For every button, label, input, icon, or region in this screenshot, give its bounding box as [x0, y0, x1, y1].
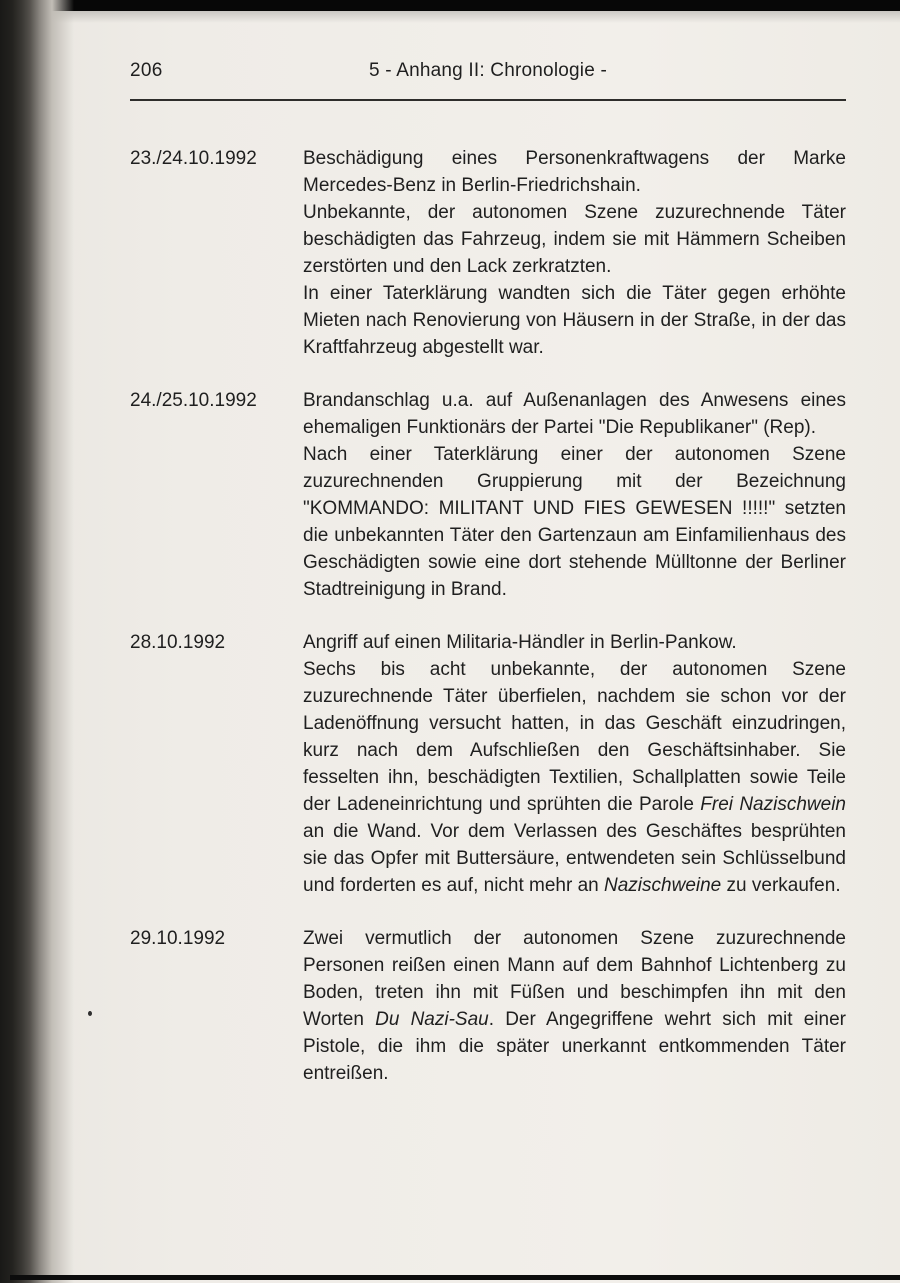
entry-date: 23./24.10.1992 [130, 148, 257, 169]
scan-bottom-edge [10, 1275, 900, 1280]
entry-body [303, 387, 846, 603]
italic-text-run: Du Nazi-Sau [375, 1009, 489, 1030]
text-run: Brandanschlag u.a. auf Außenanlagen des Anwesens eines ehemaligen Funktionärs der Partei "Die Republikaner" (Rep). [303, 390, 846, 438]
scan-top-shadow [0, 11, 900, 23]
entry-paragraph [303, 656, 846, 899]
scan-top-edge [0, 0, 900, 11]
entry-date: 24./25.10.1992 [130, 390, 257, 411]
book-binding-shadow [0, 0, 74, 1283]
text-run: Beschädigung eines Personenkraftwagens der Marke Mercedes-Benz in Berlin-Friedrichshain. [303, 148, 846, 196]
text-run: Sechs bis acht unbekannte, der autonomen Szene zuzurechnende Täter überfielen, nachdem sie schon vor der Ladenöffnung versucht hatten, in das Geschäft einzudringen, kurz nach dem Aufschließen den Geschäftsinhaber. Sie fesselten ihn, beschädigten Textilien, Schallplatten sowie Teile der Ladeneinrichtung und sprühten die Parole [303, 659, 846, 815]
italic-text-run: Nazischweine [604, 875, 722, 896]
entry-body [303, 925, 846, 1087]
entry-date: 28.10.1992 [130, 632, 226, 653]
text-run: zu verkaufen. [721, 875, 841, 896]
text-run: Unbekannte, der autonomen Szene zuzurechnende Täter beschädigten das Fahrzeug, indem sie mit Hämmern Scheiben zerstörten und den Lack zerkratzten. [303, 202, 846, 277]
entry-paragraph [303, 199, 846, 280]
entry-body [303, 629, 846, 899]
entry-paragraph [303, 145, 846, 199]
page-content [130, 57, 846, 1113]
text-run: an die Wand. Vor dem Verlassen des Geschäftes besprühten sie das Opfer mit Buttersäure, entwendeten sein Schlüsselbund und forderten es auf, nicht mehr an [303, 821, 846, 896]
entry-body [303, 145, 846, 361]
header-rule [130, 99, 846, 101]
chronology-entry [130, 925, 846, 1087]
entry-paragraph [303, 280, 846, 361]
entry-paragraph [303, 629, 846, 656]
page-number: 206 [130, 60, 163, 81]
entry-paragraph [303, 441, 846, 603]
chronology-entry [130, 387, 846, 603]
text-run: . Der Angegriffene wehrt sich mit einer Pistole, die ihm die später unerkannt entkommenden Täter entreißen. [303, 1009, 846, 1084]
entry-date: 29.10.1992 [130, 928, 226, 949]
italic-text-run: Frei Nazischwein [700, 794, 846, 815]
text-run: In einer Taterklärung wandten sich die Täter gegen erhöhte Mieten nach Renovierung von Häusern in der Straße, in der das Kraftfahrzeug abgestellt war. [303, 283, 846, 358]
page-title: 5 - Anhang II: Chronologie - [369, 60, 607, 81]
scan-speck [88, 1011, 92, 1016]
page-header [130, 57, 846, 85]
chronology-entry [130, 629, 846, 899]
chronology-entry [130, 145, 846, 361]
text-run: Nach einer Taterklärung einer der autonomen Szene zuzurechnenden Gruppierung mit der Bezeichnung "KOMMANDO: MILITANT UND FIES GEWESEN !!!!!" setzten die unbekannten Täter den Gartenzaun am Einfamilienhaus des Geschädigten sowie eine dort stehende Mülltonne der Berliner Stadtreinigung in Brand. [303, 444, 846, 600]
entry-paragraph [303, 925, 846, 1087]
chronology-entries [130, 145, 846, 1087]
text-run: Angriff auf einen Militaria-Händler in Berlin-Pankow. [303, 632, 737, 653]
text-run: Zwei vermutlich der autonomen Szene zuzurechnende Personen reißen einen Mann auf dem Bahnhof Lichtenberg zu Boden, treten ihn mit Füßen und beschimpfen ihn mit den Worten [303, 928, 846, 1030]
entry-paragraph [303, 387, 846, 441]
